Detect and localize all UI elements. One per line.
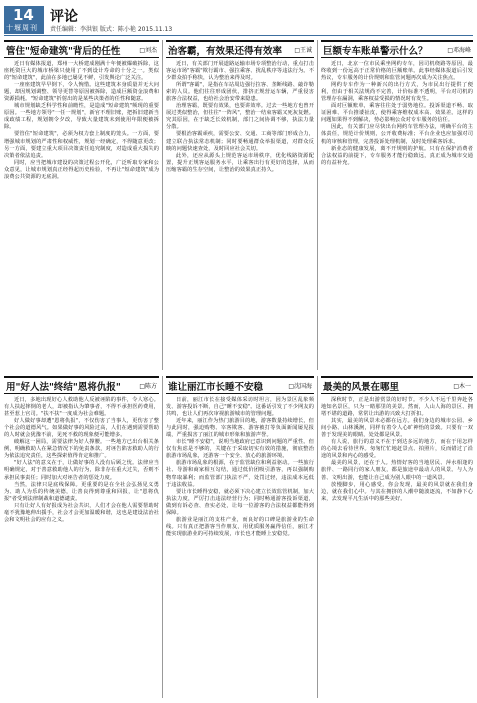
masthead-name: 十堰周刊 <box>6 24 38 32</box>
article-author: □木一 <box>453 383 471 390</box>
article-6 <box>321 376 473 698</box>
editor-credits: 责任编辑：李洪银 版式：陈小艳 2015.11.13 <box>50 26 173 33</box>
paragraph: 旅游业是丽江的支柱产业，而良好的口碑是旅游业的生命线。只有真正把游客当作朋友，用优质服务赢得信任，丽江才能实现旅游业的可持续发展，市长也才能睡上安稳觉。 <box>166 516 314 537</box>
paragraph: 一座座建筑早早倒下，令人惋惜。这些建筑本身质量并无大问题，却因规划调整、领导更替等原因被拆除，造成巨额资金浪费和资源损耗。"短命建筑"折射出的是某些决策者的任性和随意。 <box>4 82 159 103</box>
paragraph: 城市规划缺乏科学性和前瞻性，是造成"短命建筑"频现的重要原因。一些地方领导"一任一规划"，新官不理旧账，把拆旧建新当成政绩工程，规划朝令夕改，导致大量建筑未到使用年限便被拆除。 <box>4 103 159 131</box>
paragraph: "好人法"的意义在于，让做好事的人没有后顾之忧。法律应当明确规定，对于善意救助他人的行为，除非存在重大过失，否则不承担民事责任；同时加大对诬告者的惩处力度。 <box>4 460 159 481</box>
paragraph: 面对巨额账单，乘客往往处于弱势地位。投诉渠道不畅、取证困难、平台推诿扯皮，使得乘客维权成本高、效果差。这样的问题如果得不到解决，势必影响公众对专车服务的信任。 <box>321 103 473 124</box>
paragraph: 所谓"客霸"，是指在车站周边强行拉客、垄断线路、敲诈勒索的人员。他们往往形成团伙，排挤正规营运车辆，严重侵害旅客合法权益，也给社会治安带来隐患。 <box>166 82 314 103</box>
paragraph: 要让市长睡得安稳，就必须下决心建立长效监管机制，加大执法力度，严厉打击违法经营行为；同时畅通游客投诉渠道，做到有诉必查、查实必处，让每一位游客的合法权益都能得到保障。 <box>166 488 314 516</box>
paragraph: 旅游市场乱象的根源，在于监管缺位和利益驱动。一些旅行社、导游和商家相互勾结，通过低价团吸引游客，再以强制购物牟取暴利；而监管部门执法不严，处罚过轻，违法成本远低于违法收益。 <box>166 460 314 488</box>
page-number: 14 <box>13 6 34 24</box>
paragraph: 近日，有关部门开展道路运输市场专项整治行动，重点打击客运市场"客霸"欺行霸市、强拉乘客、扰乱秩序等违法行为。不少群众拍手称快，认为整治来得及时。 <box>166 61 314 82</box>
article-3 <box>321 40 473 370</box>
paragraph: 近日，北京一位市民乘坐网约专车，因司机绕路等原因，最终收到一份远高于正常价格的巨额账单。此事经媒体报道后引发热议，专车服务的计价规则和监管问题再次成为关注焦点。 <box>321 61 473 82</box>
column-divider <box>317 40 318 370</box>
paragraph: 当然，法律只是底线保障。更重要的是在全社会弘扬见义勇为、助人为乐的传统美德，让善良得到尊重和回报，让"恩将仇报"者受到法律制裁和道德谴责。 <box>4 481 159 502</box>
header-divider <box>4 35 473 36</box>
paragraph: 放慢脚步，用心感受，你会发现，最美的风景就在我们身边，就在我们心中。与其在拥挤的人潮中随波逐流，不如静下心来，去发现平凡生活中的那些美好。 <box>321 481 473 502</box>
article-headline <box>4 40 159 58</box>
paragraph: 要管住"短命建筑"，必须为权力套上制度的笼头。一方面，要增强城市规划的严肃性和权威性，规划一经确定，不得随意更改；另一方面，要建立重大项目决策责任追究制度，对造成重大损失的决策者依法追责。 <box>4 131 159 159</box>
paragraph: 好人做好事却遭"恩将仇报"，不仅伤害了当事人，更伤害了整个社会的道德风气。如果做好事的风险过高，人们在遇到需要帮助的人时就会犹豫不前，见死不救的现象便可能增多。 <box>4 418 159 439</box>
paragraph: 日前，丽江市长在接受媒体采访时坦言，因为景区乱象频发、游客投诉不断，自己"睡不安稳"。这番话引发了不少网友的共鸣，也让人们再次审视旅游城市的管理问题。 <box>166 397 314 418</box>
article-1 <box>4 40 159 370</box>
paragraph: 近日，多地出现好心人救助他人反被诬陷的事件，令人寒心。有人扶起摔倒的老人，却被指认为肇事者，不得不承担医药费用，甚至惹上官司。"扶不扶"一度成为社会难题。 <box>4 397 159 418</box>
paragraph: 其实，最美的风景未必都在远方。我们身边的城市公园、乡间小路、山林溪涧，同样有着令人心旷神怡的景致。只要有一双善于发现美的眼睛，处处都是风景。 <box>321 418 473 439</box>
article-title: 治客霸，有效果还得有效率 <box>168 46 283 57</box>
article-headline <box>321 40 473 58</box>
paragraph: 只有让好人有好报成为社会共识，人们才会在他人需要帮助时毫不犹豫地伸出援手，社会才会更加温暖和谐，这也是建设法治社会和文明社会的应有之义。 <box>4 502 159 523</box>
column-divider <box>162 376 163 698</box>
paragraph: 深秋时节，正是出游赏景的好时节。不少人不远千里奔赴各地知名景区，只为一睹那里的美景。然而，人山人海的景区、拥堵不堪的道路，常常让出游的兴致大打折扣。 <box>321 397 473 418</box>
page-number-badge <box>4 6 44 34</box>
article-author: □沈国海 <box>288 383 312 390</box>
article-author: □陈方 <box>139 383 157 390</box>
paragraph: 市长"睡不安稳"，说明当地政府已意识到问题的严重性。但仅有焦虑是不够的，关键在于采取切实有效的措施，彻底整治旅游市场乱象，还游客一个安全、放心的旅游环境。 <box>166 439 314 460</box>
paragraph: 因此，有关部门应尽快出台网约车管理办法，明确平台的主体责任，规范计价规则，公开收费标准；平台企业也应加强对司机的审核和管理，完善投诉处理机制，及时处理乘客诉求。 <box>321 124 473 145</box>
article-body <box>321 397 473 503</box>
article-4 <box>4 376 159 698</box>
article-body <box>321 61 473 167</box>
article-title: 谁让丽江市长睡不安稳 <box>168 382 264 393</box>
article-author: □邓海峰 <box>447 47 471 54</box>
paragraph: 此外，还应从源头上规范客运市场秩序，优化线路资源配置，提升正规客运服务水平，让乘客出行有更好的选择，从而压缩客霸的生存空间，让整治的效果真正持久。 <box>166 152 314 173</box>
article-body <box>4 61 159 181</box>
article-headline <box>166 40 314 58</box>
article-headline <box>321 376 473 394</box>
paragraph: 同时，应当把城市建设的决策过程公开化，广泛听取专家和公众意见，让城市规划真正经得起历史检验，不再让"短命建筑"成为浪费公共资源的无底洞。 <box>4 159 159 180</box>
paragraph: 新业态的健康发展，离不开规则的护航。只有在保护消费者合法权益的前提下，专车服务才能行稳致远，真正成为城市交通的有益补充。 <box>321 145 473 166</box>
article-body <box>166 61 314 174</box>
column-divider <box>162 40 163 370</box>
article-author: □刘杰 <box>139 47 157 54</box>
masthead <box>0 0 477 36</box>
article-title: 管住"短命建筑"背后的任性 <box>6 46 121 57</box>
article-headline <box>166 376 314 394</box>
article-title: 最美的风景在哪里 <box>323 382 400 393</box>
article-2 <box>166 40 314 370</box>
paragraph: 网约专车作为一种新兴的出行方式，为市民出行提供了便利，但由于相关法规尚不完善，计价标准不透明，平台对司机的管理存在漏洞，乘客权益受损的情况时有发生。 <box>321 82 473 103</box>
paragraph: 有人说，旅行的意义不在于到达多远的地方，而在于用怎样的心境去看待世界。匆匆忙忙地赶景点、拍照片，反而错过了沿途的风景和内心的感受。 <box>321 439 473 460</box>
column-divider <box>317 376 318 698</box>
paragraph: 治理客霸，既要有效果，也要讲效率。过去一些地方也曾开展过类似整治，但往往"一阵风"，整治一结束客霸又死灰复燃。究其原因，在于缺乏长效机制，部门之间协调不够，执法力量分散。 <box>166 103 314 131</box>
paragraph: 近日有媒体报道，郑州一大桥建成刚满十年便被爆破拆除，这座耗资巨大的城市桥梁只使用了不到设计寿命的十分之一。类似的"短命建筑"，此前在多地已屡见不鲜，引发舆论广泛关注。 <box>4 61 159 82</box>
article-headline <box>4 376 159 394</box>
article-body <box>4 397 159 524</box>
article-title: 巨额专车账单警示什么？ <box>323 46 428 57</box>
article-5 <box>166 376 314 698</box>
paragraph: 破解这一困局，需要法律为好人撑腰。一些地方已出台相关条例，明确救助人在紧急情况下的免责条款，对诬告陷害救助人的行为依法追究责任，这些探索值得肯定和推广。 <box>4 439 159 460</box>
article-author: □王诚 <box>294 47 312 54</box>
section-title: 评论 <box>50 9 78 25</box>
article-title: 用"好人法"终结"恩将仇报" <box>6 382 121 393</box>
article-body <box>166 397 314 538</box>
paragraph: 要根治客霸顽疾，需要公安、交通、工商等部门形成合力，建立联合执法常态机制；同时要畅通群众举报渠道，对群众反映的问题快速查处，及时回应社会关切。 <box>166 131 314 152</box>
paragraph: 近年来，丽江作为热门旅游目的地，游客数量持续增长，但与此同时，强迫购物、宰客欺客、游客被打等负面新闻屡见报端，严重损害了丽江的城市形象和旅游声誉。 <box>166 418 314 439</box>
paragraph: 最美的风景，还在于人。热情好客的当地居民、萍水相逢的旅伴、一路同行的家人朋友，都是旅途中最动人的风景。与人为善、文明出游，也能让自己成为别人眼中的一道风景。 <box>321 460 473 481</box>
